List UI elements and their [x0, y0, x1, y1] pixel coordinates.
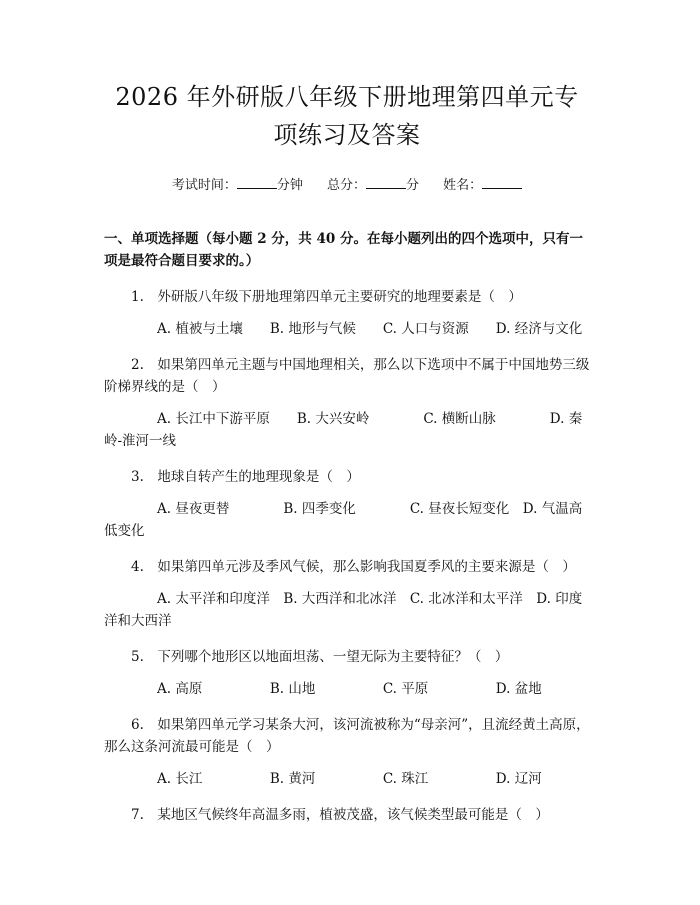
- question-stem: 7. 某地区气候终年高温多雨，植被茂盛，该气候类型最可能是（ ）: [131, 807, 549, 823]
- time-unit: 分钟: [276, 178, 303, 193]
- question-6: [104, 714, 590, 790]
- section-heading: 一、单项选择题（每小题 2 分，共 40 分。在每小题列出的四个选项中，只有一项是最符合题目要求的。）: [104, 231, 583, 269]
- question-stem: 6. 如果第四单元学习某条大河，该河流被称为“母亲河”，且流经黄土高原，那么这条河流最可能是（ ）: [104, 717, 590, 755]
- question-1: [104, 286, 590, 340]
- question-stem: 2. 如果第四单元主题与中国地理相关，那么以下选项中不属于中国地势三级阶梯界线的是（ ）: [104, 357, 590, 395]
- exam-meta: [104, 176, 590, 194]
- question-options: A. 高原 B. 山地 C. 平原 D. 盆地: [157, 681, 542, 697]
- question-5: [104, 646, 590, 700]
- question-7: [104, 804, 590, 826]
- question-options: A. 植被与土壤 B. 地形与气候 C. 人口与资源 D. 经济与文化: [157, 321, 583, 337]
- question-stem: 3. 地球自转产生的地理现象是（ ）: [131, 469, 360, 485]
- time-label: 考试时间：: [171, 178, 237, 193]
- score-label: 总分：: [326, 178, 366, 193]
- question-2: [104, 354, 590, 452]
- question-3: [104, 466, 590, 542]
- score-field: [327, 178, 419, 193]
- question-options: A. 长江中下游平原 B. 大兴安岭 C. 横断山脉 D. 秦岭-淮河一线: [104, 411, 583, 449]
- question-options: A. 长江 B. 黄河 C. 珠江 D. 辽河: [157, 771, 542, 787]
- time-blank: [237, 176, 277, 189]
- score-unit: 分: [406, 178, 420, 193]
- exam-page: [104, 78, 590, 826]
- name-label: 姓名：: [443, 178, 483, 193]
- name-field: [443, 178, 522, 193]
- time-field: [172, 178, 303, 193]
- question-stem: 1. 外研版八年级下册地理第四单元主要研究的地理要素是（ ）: [131, 289, 522, 305]
- question-4: [104, 556, 590, 632]
- score-blank: [366, 176, 406, 189]
- page-title: 2026 年外研版八年级下册地理第四单元专项练习及答案: [115, 83, 579, 149]
- question-stem: 4. 如果第四单元涉及季风气候，那么影响我国夏季风的主要来源是（ ）: [131, 559, 576, 575]
- name-blank: [482, 176, 522, 189]
- question-stem: 5. 下列哪个地形区以地面坦荡、一望无际为主要特征？（ ）: [131, 649, 509, 665]
- question-options: A. 昼夜更替 B. 四季变化 C. 昼夜长短变化 D. 气温高低变化: [104, 501, 583, 539]
- question-options: A. 太平洋和印度洋 B. 大西洋和北冰洋 C. 北冰洋和太平洋 D. 印度洋和大西洋: [104, 591, 583, 629]
